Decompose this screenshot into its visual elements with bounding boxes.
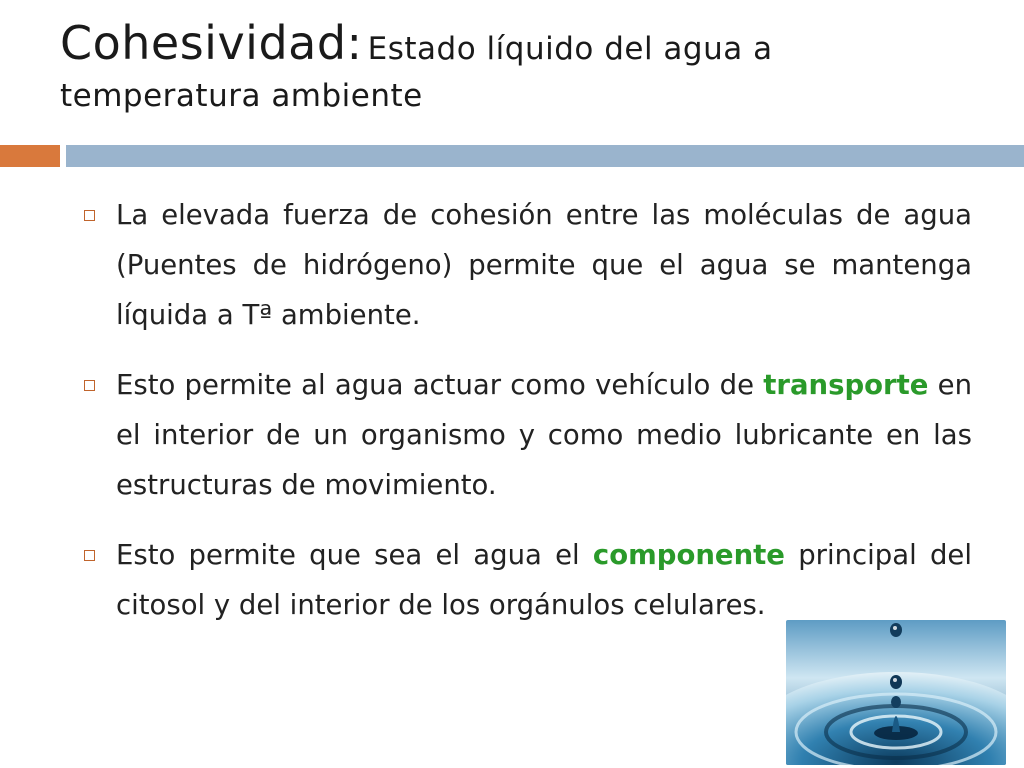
- bullet-text: La elevada fuerza de cohesión entre las moléculas de agua (Puentes de hidrógeno) permite que el agua se mantenga líquida a Tª ambiente.: [116, 199, 972, 331]
- bullet-item: [82, 190, 972, 340]
- bullet-item: [82, 530, 972, 630]
- bullet-list: [82, 190, 972, 650]
- slide-title: [60, 18, 1000, 113]
- title-main: Cohesividad:: [60, 16, 363, 70]
- accent-bar-blue: [66, 145, 1024, 167]
- bullet-text: en el interior de un organismo y como medio lubricante en las estructuras de movimiento.: [116, 369, 973, 501]
- bullet-text: Esto permite que sea el agua el: [116, 539, 593, 571]
- highlight-componente: componente: [592, 539, 785, 571]
- bullet-item: [82, 360, 972, 510]
- bullet-text: principal del citosol y del interior de los orgánulos celulares.: [116, 539, 972, 621]
- highlight-transporte: transporte: [763, 369, 929, 401]
- square-bullet-icon: [84, 210, 95, 221]
- accent-bar-orange: [0, 145, 60, 167]
- bullet-text: Esto permite al agua actuar como vehículo de: [116, 369, 764, 401]
- water-drop-photo-icon: [786, 620, 1006, 765]
- square-bullet-icon: [84, 550, 95, 561]
- square-bullet-icon: [84, 380, 95, 391]
- title-subtitle-line2: temperatura ambiente: [60, 77, 423, 114]
- title-subtitle: Estado líquido del agua a: [367, 31, 773, 67]
